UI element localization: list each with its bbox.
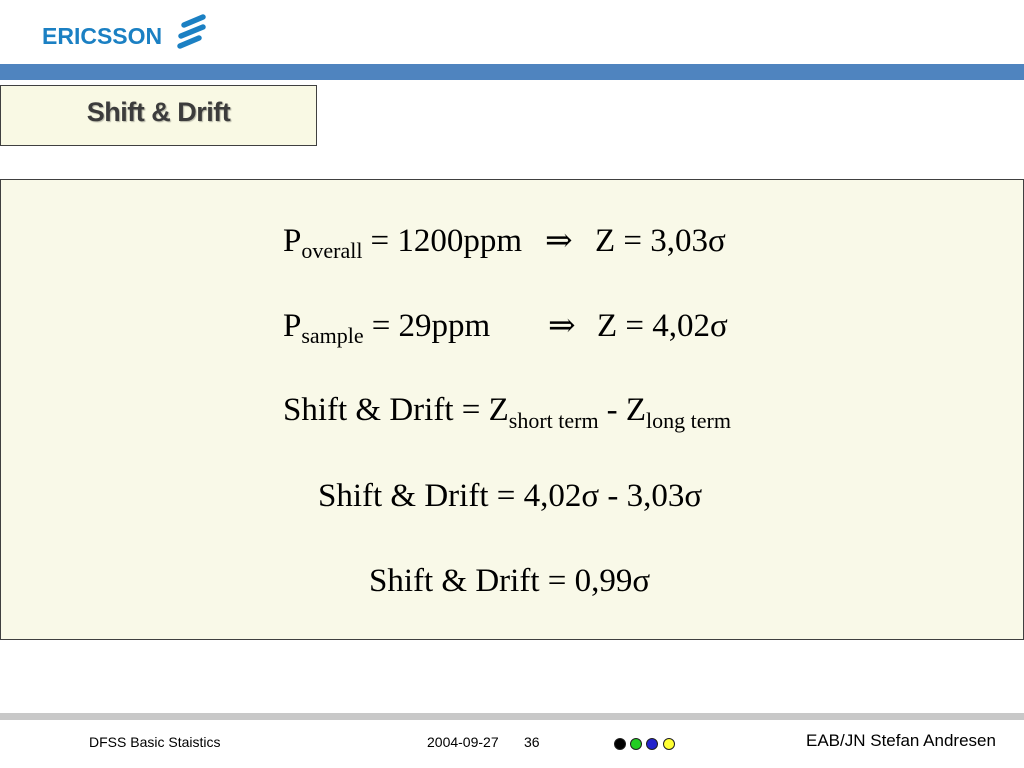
ericsson-wordmark: ERICSSON: [42, 23, 163, 49]
formula-value: = 29ppm: [371, 308, 491, 344]
footer-rule: [0, 713, 1024, 720]
footer-dot-green: [630, 738, 642, 750]
footer-course-title: DFSS Basic Staistics: [89, 734, 221, 750]
formula-subscript: overall: [301, 238, 363, 263]
implies-arrow: ⇒: [545, 223, 573, 259]
formula-z-result: Z = 3,03σ: [595, 223, 726, 259]
footer-dot-black: [614, 738, 626, 750]
slide-title: Shift & Drift: [86, 96, 231, 127]
formula-subscript: sample: [301, 323, 364, 348]
formula-symbol: P: [283, 308, 302, 344]
formula-value: = 1200ppm: [370, 223, 522, 259]
footer-dot-yellow: [663, 738, 675, 750]
slide-title-box: [0, 85, 317, 146]
formula-symbol: P: [283, 223, 302, 259]
formula-shift-drift-answer: Shift & Drift = 0,99σ: [369, 563, 651, 599]
implies-arrow: ⇒: [548, 308, 576, 344]
formula-shift-drift-definition: [283, 390, 731, 433]
formula-z-result: Z = 4,02σ: [597, 308, 728, 344]
formula-p-overall: [283, 221, 726, 264]
ericsson-e-icon: [176, 13, 208, 51]
formula-minus-z: - Z: [606, 392, 646, 428]
formula-subscript-long-term: long term: [646, 408, 731, 433]
footer-dot-blue: [646, 738, 658, 750]
formula-subscript-short-term: short term: [508, 408, 599, 433]
formula-lhs: Shift & Drift = Z: [283, 392, 509, 428]
formula-shift-drift-substitution: Shift & Drift = 4,02σ - 3,03σ: [318, 478, 703, 514]
footer-date: 2004-09-27: [427, 734, 499, 750]
footer-page-number: 36: [524, 734, 540, 750]
header-bar: [0, 64, 1024, 80]
formula-p-sample: [283, 306, 728, 349]
footer-author: EAB/JN Stefan Andresen: [806, 731, 996, 750]
